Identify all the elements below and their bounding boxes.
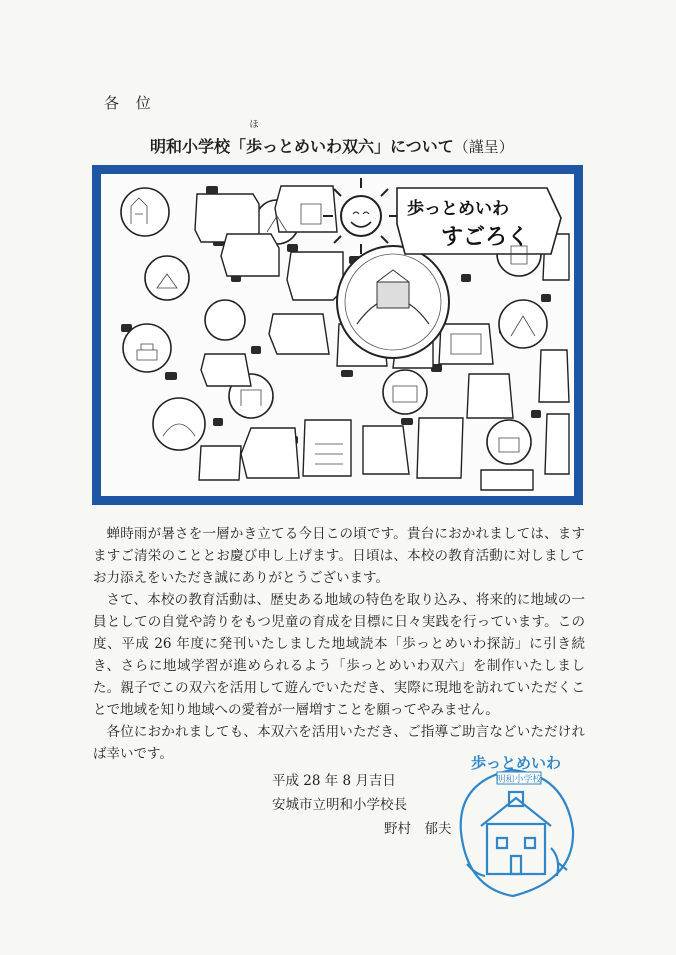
title-ruby-text: ほ xyxy=(249,120,259,130)
title-prefix: 明和小学校「 xyxy=(150,137,247,156)
sugoroku-board xyxy=(101,174,574,496)
stamp-school-label: 明和小学校 xyxy=(496,775,542,785)
board-logo-line2: すごろく xyxy=(441,225,530,250)
principal-name: 野村 郁夫 xyxy=(384,821,452,837)
page-title xyxy=(150,120,514,157)
title-main: っとめいわ双六」について xyxy=(262,137,454,156)
center-map xyxy=(337,246,449,358)
letter-body xyxy=(93,523,585,765)
letter-date: 平成 28 年 8 月吉日 xyxy=(272,773,396,789)
title-ruby xyxy=(246,120,263,157)
letter-paragraph-2: さて、本校の教育活動は、歴史ある地域の特色を取り込み、将来的に地域の一員としての自覚や誇りをもつ児童の育成を目標に日々実践を行っています。この度、平成 26 年度に発刊いたしました地域読本「歩っとめいわ探訪」に引き続き、さらに地域学習が進められるよう「歩っとめいわ双六」を制作いたしました。親子でこの双六を活用して遊んでいただき、実際に現地を訪れていただくことで地域を知り地域への愛着が一層増すことを願ってやみません。 xyxy=(93,592,585,718)
sugoroku-board-frame xyxy=(92,165,583,505)
letter-paragraph-1: 蝉時雨が暑さを一層かき立てる今日この頃です。貴台におかれましては、ますますご清栄のこととお慶び申し上げます。日頃は、本校の教育活動に対しましてお力添えをいただき誠にありがとうございます。 xyxy=(93,526,585,586)
addressee: 各 位 xyxy=(104,94,157,112)
title-ruby-base: 歩 xyxy=(246,137,263,156)
letter-paragraph-3: 各位におかれましても、本双六を活用いただき、ご指導ご助言などいただければ幸いです。 xyxy=(93,724,585,762)
board-logo-line1: 歩っとめいわ xyxy=(407,199,509,219)
school-name: 安城市立明和小学校長 xyxy=(272,797,407,813)
title-suffix: （謹呈） xyxy=(453,138,514,156)
stamp-text: 歩っとめいわ xyxy=(470,754,562,772)
sugoroku-board-illustration xyxy=(101,174,574,496)
school-stamp-icon xyxy=(447,752,585,902)
